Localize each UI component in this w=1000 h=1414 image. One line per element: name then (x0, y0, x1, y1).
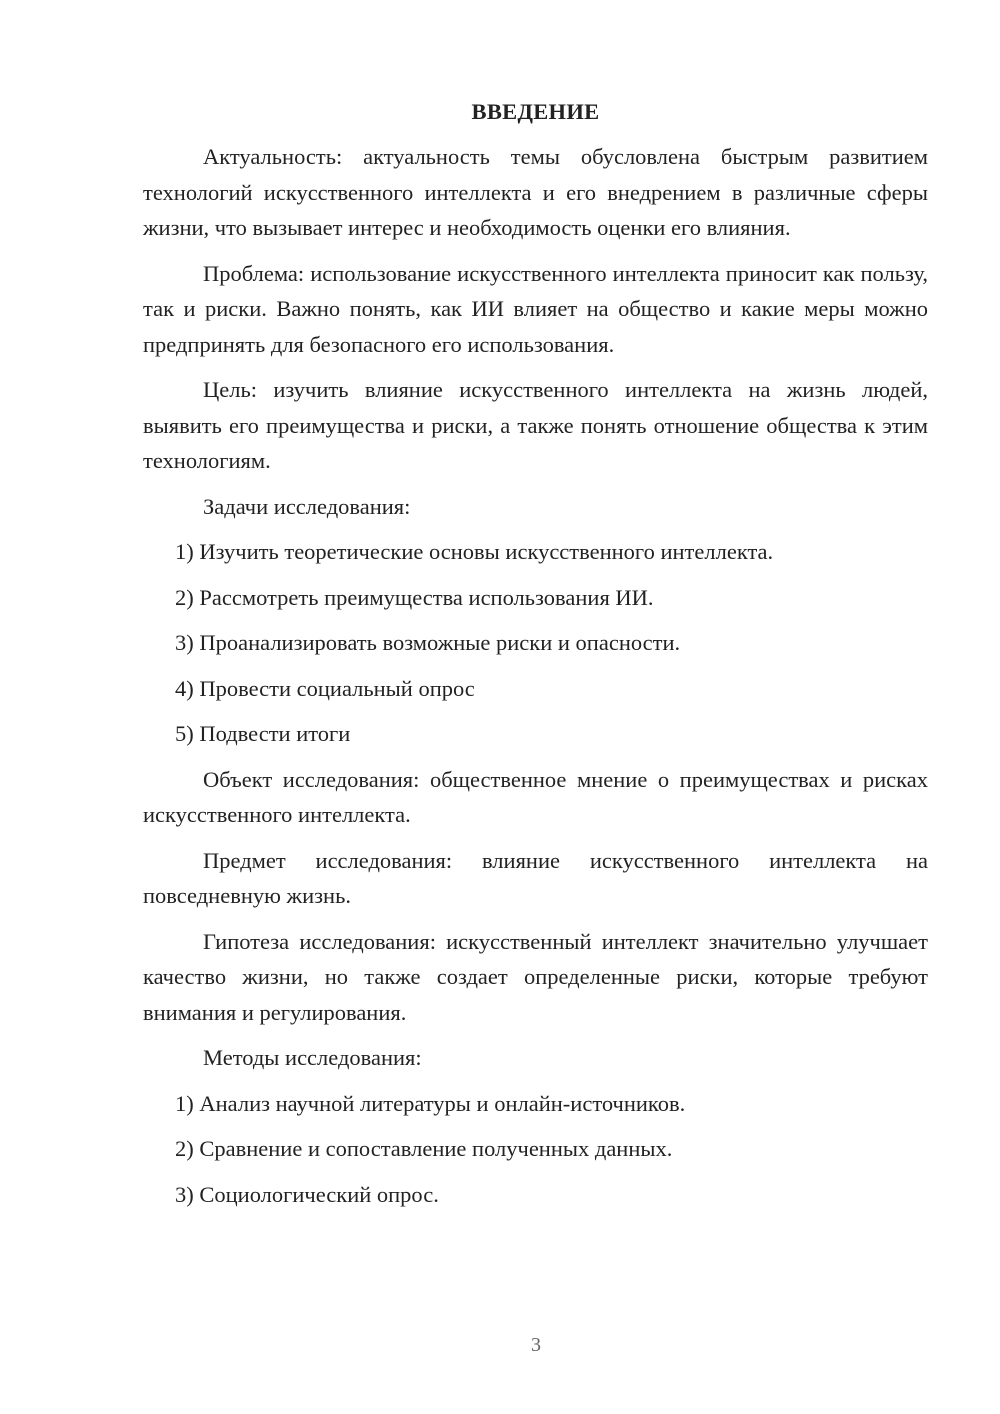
paragraph-subject: Предмет исследования: влияние искусственного интеллекта на повседневную жизнь. (143, 847, 928, 908)
paragraph-hypothesis: Гипотеза исследования: искусственный интеллект значительно улучшает качество жизни, но также создает определенные риски, которые требуют внимания и регулирования. (143, 928, 928, 1025)
task-item: 5) Подвести итоги (175, 721, 351, 746)
paragraph-relevance: Актуальность: актуальность темы обусловлена быстрым развитием технологий искусственного интеллекта и его внедрением в различные сферы жизни, что вызывает интерес и необходимость оценки его влияния. (143, 144, 928, 240)
methods-list (143, 1086, 928, 1213)
method-item: 1) Анализ научной литературы и онлайн-источников. (175, 1090, 686, 1116)
page-content (143, 94, 928, 1222)
task-item: 2) Рассмотреть преимущества использования ИИ. (175, 584, 654, 610)
task-item: 1) Изучить теоретические основы искусственного интеллекта. (175, 539, 774, 564)
task-item: 3) Проанализировать возможные риски и опасности. (175, 630, 681, 655)
page-number: 3 (531, 1334, 541, 1356)
paragraph-object: Объект исследования: общественное мнение о преимуществах и рисках искусственного интеллекта. (143, 766, 928, 827)
section-title: ВВЕДЕНИЕ (471, 99, 600, 124)
method-item: 3) Социологический опрос. (175, 1181, 439, 1207)
paragraph-goal: Цель: изучить влияние искусственного интеллекта на жизнь людей, выявить его преимущества и риски, а также понять отношение общества к этим технологиям. (143, 377, 928, 473)
tasks-heading: Задачи исследования: (203, 493, 411, 519)
task-item: 4) Провести социальный опрос (175, 675, 475, 701)
method-item: 2) Сравнение и сопоставление полученных данных. (175, 1136, 673, 1161)
paragraph-problem: Проблема: использование искусственного интеллекта приносит как пользу, так и риски. Важно понять, как ИИ влияет на общество и какие меры можно предпринять для безопасного его использования. (143, 260, 928, 357)
methods-heading: Методы исследования: (203, 1045, 422, 1070)
tasks-list (143, 534, 928, 752)
